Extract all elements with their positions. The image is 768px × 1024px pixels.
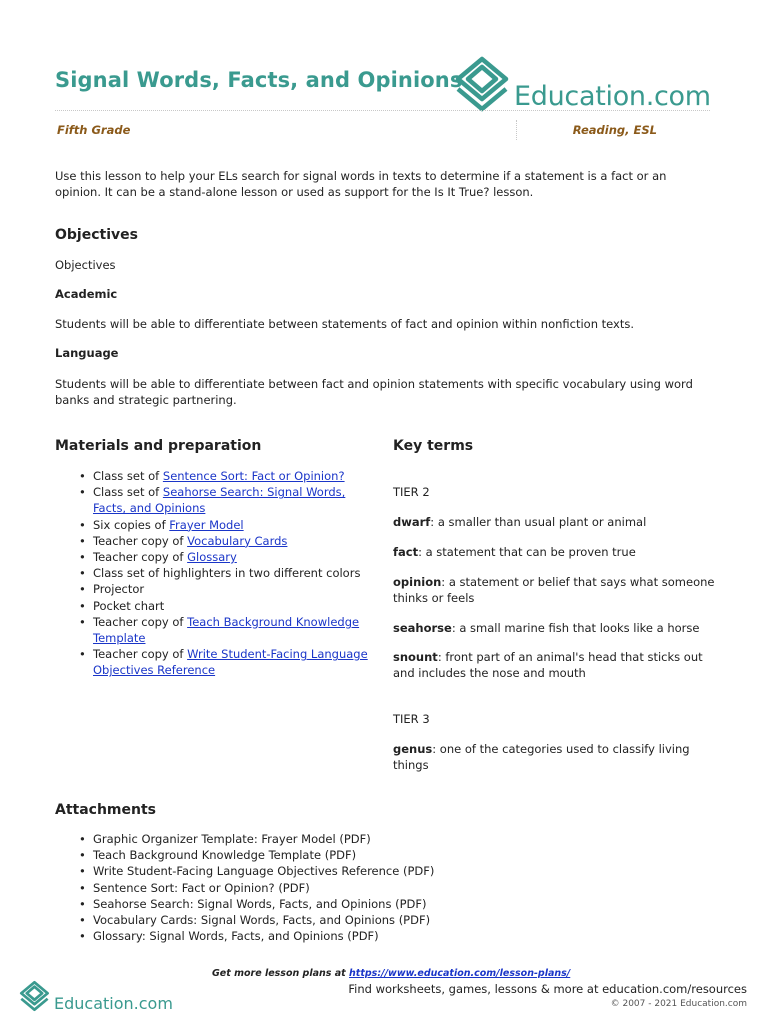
intro-text: Use this lesson to help your ELs search for signal words in texts to determine if a statement is a fact or an opinion. It can be a stand-alone lesson or used as support for the Is It True? lesson. [55, 169, 667, 199]
attachments-list [75, 831, 575, 944]
seahorse-search-link[interactable]: Seahorse Search: Signal Words, Facts, and Opinions [93, 485, 346, 516]
key-term: seahorse: a small marine fish that looks like a horse [393, 621, 700, 635]
list-item: • Teacher copy of Glossary [75, 549, 375, 565]
attachments-heading: Attachments [55, 802, 157, 818]
academic-heading: Academic [55, 287, 118, 301]
frayer-model-link[interactable]: Frayer Model [169, 517, 244, 532]
key-terms-heading: Key terms [393, 438, 474, 454]
list-item: • Class set of highlighters in two different colors [75, 565, 375, 581]
education-logo-icon [452, 55, 514, 113]
list-item: • Seahorse Search: Signal Words, Facts, and Opinions (PDF) [75, 896, 575, 912]
vocabulary-cards-link[interactable]: Vocabulary Cards [187, 533, 288, 548]
footer-copyright: © 2007 - 2021 Education.com [610, 999, 747, 1009]
list-item: • Teach Background Knowledge Template (PDF) [75, 847, 575, 863]
tier3-label: TIER 3 [393, 712, 430, 726]
key-term: snount: front part of an animal's head that sticks out and includes the nose and mouth [393, 650, 703, 680]
academic-text: Students will be able to differentiate between statements of fact and opinion within nonfiction texts. [55, 317, 634, 331]
list-item: • Class set of Seahorse Search: Signal Words, Facts, and Opinions [75, 484, 375, 516]
footer-logo-text: Education.com [54, 994, 173, 1013]
list-item: • Vocabulary Cards: Signal Words, Facts, and Opinions (PDF) [75, 912, 575, 928]
key-term: genus: one of the categories used to classify living things [393, 742, 690, 772]
footer-education-logo[interactable] [18, 980, 178, 1014]
key-term: fact: a statement that can be proven true [393, 545, 636, 559]
list-item: • Graphic Organizer Template: Frayer Model (PDF) [75, 831, 575, 847]
lesson-plans-link[interactable]: https://www.education.com/lesson-plans/ [349, 968, 571, 979]
list-item: • Sentence Sort: Fact or Opinion? (PDF) [75, 880, 575, 896]
key-term: dwarf: a smaller than usual plant or animal [393, 515, 647, 529]
sentence-sort-link[interactable]: Sentence Sort: Fact or Opinion? [162, 469, 345, 483]
education-logo-text: Education.com [514, 81, 711, 112]
footer-more-plans: Get more lesson plans at https://www.education.com/lesson-plans/ [212, 968, 571, 979]
education-logo-icon [18, 980, 52, 1012]
list-item: • Teacher copy of Write Student-Facing Language Objectives Reference [75, 646, 375, 678]
objectives-subheading: Objectives [55, 258, 116, 272]
list-item: • Glossary: Signal Words, Facts, and Opinions (PDF) [75, 928, 575, 944]
list-item: • Six copies of Frayer Model [75, 517, 375, 533]
grade-label: Fifth Grade [57, 123, 131, 137]
list-item: • Class set of Sentence Sort: Fact or Opinion? [75, 468, 375, 484]
background-knowledge-link[interactable]: Teach Background Knowledge Template [93, 614, 360, 646]
materials-heading: Materials and preparation [55, 438, 262, 454]
language-heading: Language [55, 346, 119, 360]
objectives-heading: Objectives [55, 227, 138, 243]
language-text: Students will be able to differentiate between fact and opinion statements with specific vocabulary using word banks and strategic partnering. [55, 377, 693, 407]
materials-list [75, 468, 375, 679]
meta-divider [516, 120, 517, 140]
key-term: opinion: a statement or belief that says what someone thinks or feels [393, 575, 715, 605]
subject-label: Reading, ESL [572, 123, 657, 137]
list-item: • Write Student-Facing Language Objectives Reference (PDF) [75, 863, 575, 879]
list-item: • Teacher copy of Teach Background Knowledge Template [75, 614, 375, 646]
language-objectives-link[interactable]: Write Student-Facing Language Objectives Reference [93, 647, 368, 678]
footer-find-text: Find worksheets, games, lessons & more at education.com/resources [348, 982, 747, 996]
list-item: • Teacher copy of Vocabulary Cards [75, 533, 375, 549]
glossary-link[interactable]: Glossary [187, 550, 237, 565]
education-logo[interactable] [452, 55, 722, 115]
list-item: • Pocket chart [75, 598, 375, 614]
header-divider [55, 110, 710, 111]
list-item: • Projector [75, 581, 375, 597]
page-title: Signal Words, Facts, and Opinions [55, 68, 463, 92]
tier2-label: TIER 2 [393, 485, 430, 499]
